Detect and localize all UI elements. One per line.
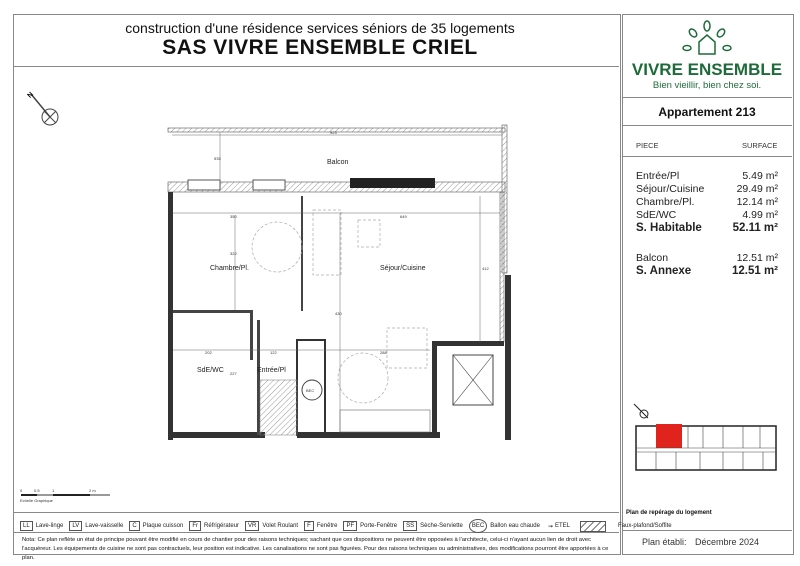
- legend-label: Sèche-Serviette: [420, 523, 463, 529]
- column-header-surface: SURFACE: [742, 141, 778, 150]
- legend-code: Fr: [189, 521, 201, 531]
- legend: [20, 519, 672, 533]
- room-row: [636, 209, 778, 221]
- north-arrow-icon: [25, 88, 65, 133]
- legend-label: Ballon eau chaude: [490, 523, 540, 529]
- legend-divider: [13, 512, 619, 513]
- scale-tick: 0.5: [34, 488, 40, 493]
- total-label: S. Habitable: [636, 222, 702, 234]
- scale-tick: 0: [20, 488, 23, 493]
- room-row: [636, 170, 778, 182]
- room-area: 5.49 m²: [742, 170, 778, 182]
- etel-icon: ⇝: [547, 523, 553, 530]
- room-label-entree: Entrée/Pl: [257, 367, 286, 374]
- hatch-swatch-icon: [580, 521, 606, 532]
- locator-plan: [628, 398, 788, 478]
- column-header-piece: PIECE: [636, 141, 659, 150]
- room-name: Balcon: [636, 252, 669, 264]
- legend-label: Fenêtre: [316, 523, 338, 529]
- legend-label: Faux-plafond/Soffite: [617, 523, 672, 529]
- room-name: Séjour/Cuisine: [636, 183, 705, 195]
- scale-tick: 2 m: [89, 488, 96, 493]
- dimension-label: 535: [214, 156, 221, 161]
- legend-code: C: [129, 521, 139, 531]
- room-label-chambre: Chambre/Pl.: [210, 265, 249, 272]
- legend-label: Volet Roulant: [262, 523, 299, 529]
- room-row: [636, 252, 778, 264]
- disclaimer-note: Nota: Ce plan reflète un état de principe pouvant être modifié en cours de chantier pour des raisons techniques; sachant que ces dispositions ne peuvent être opposées à l'architecte, celui-ci n'ayant aucun lien de droit avec l'acquéreur. Les équipements de cuisine ne sont pas contractuels, leur position est indicative. Les canalisations ne sont pas figurées. Pour des raisons techniques ou administratives, des modifications pourront être apportées à ce plan.: [22, 537, 609, 561]
- room-area: 4.99 m²: [742, 209, 778, 221]
- divider: [622, 97, 792, 98]
- brand-name: VIVRE ENSEMBLE: [631, 60, 783, 79]
- dimension-label: 430: [335, 311, 342, 316]
- legend-label: ETEL: [554, 523, 570, 529]
- plan-date: Décembre 2024: [695, 537, 760, 547]
- room-area: 12.14 m²: [736, 196, 778, 208]
- project-title: SAS VIVRE ENSEMBLE CRIEL: [162, 36, 478, 59]
- scale-tick: 1: [52, 488, 55, 493]
- legend-label: Porte-Fenêtre: [360, 523, 398, 529]
- room-name: Entrée/Pl: [636, 170, 680, 182]
- legend-label: Réfrigérateur: [204, 523, 240, 529]
- legend-code: VR: [245, 521, 259, 531]
- dimension-label: 412: [482, 266, 489, 271]
- locator-caption: Plan de repérage du logement: [626, 510, 712, 516]
- room-row: [636, 196, 778, 208]
- legend-code: BEC: [469, 519, 487, 533]
- dimension-label: 202: [205, 350, 212, 355]
- room-area: 29.49 m²: [736, 183, 778, 195]
- dimension-label: 923: [330, 130, 337, 135]
- scale-bar: [18, 486, 118, 506]
- legend-code: PF: [343, 521, 357, 531]
- total-area: 52.11 m²: [732, 222, 778, 234]
- legend-label: Lave-linge: [35, 523, 64, 529]
- svg-text:N: N: [26, 91, 35, 100]
- room-label-sejour: Séjour/Cuisine: [380, 265, 426, 272]
- brand-logo-icon: [675, 18, 740, 58]
- total-area: 12.51 m²: [731, 265, 778, 277]
- plan-date-label: Plan établi:: [642, 537, 687, 547]
- room-label-sde: SdE/WC: [197, 367, 224, 374]
- room-row: [636, 183, 778, 195]
- room-area: 12.51 m²: [736, 252, 778, 264]
- room-name: SdE/WC: [636, 209, 677, 221]
- apartment-number: Appartement 213: [658, 105, 756, 119]
- divider: [622, 156, 792, 157]
- scale-label: Echelle Graphique: [20, 498, 53, 503]
- project-subtitle: construction d'une résidence services séniors de 35 logements: [125, 20, 515, 36]
- divider: [622, 125, 792, 126]
- dimension-label: 322: [230, 251, 237, 256]
- annexe-total-row: [636, 265, 778, 277]
- walls: [168, 125, 511, 440]
- legend-code: F: [304, 521, 314, 531]
- legend-label: Plaque cuisson: [142, 523, 184, 529]
- dimension-label: 288: [380, 350, 387, 355]
- floor-plan: [160, 120, 520, 445]
- legend-code: SS: [403, 521, 417, 531]
- room-label-balcon: Balcon: [327, 159, 349, 166]
- apartment-highlight: [656, 424, 682, 448]
- bec-label: BEC: [306, 388, 315, 393]
- dimension-label: 227: [230, 371, 237, 376]
- legend-label: Lave-vaisselle: [85, 523, 124, 529]
- dimension-label: 122: [270, 350, 277, 355]
- room-name: Chambre/Pl.: [636, 196, 695, 208]
- legend-code: LL: [20, 521, 33, 531]
- habitable-total-row: [636, 222, 778, 234]
- dimension-label: 649: [400, 214, 407, 219]
- legend-code: LV: [69, 521, 82, 531]
- brand-tagline: Bien vieillir, bien chez soi.: [652, 80, 762, 91]
- dimension-label: 350: [230, 214, 237, 219]
- total-label: S. Annexe: [636, 265, 692, 277]
